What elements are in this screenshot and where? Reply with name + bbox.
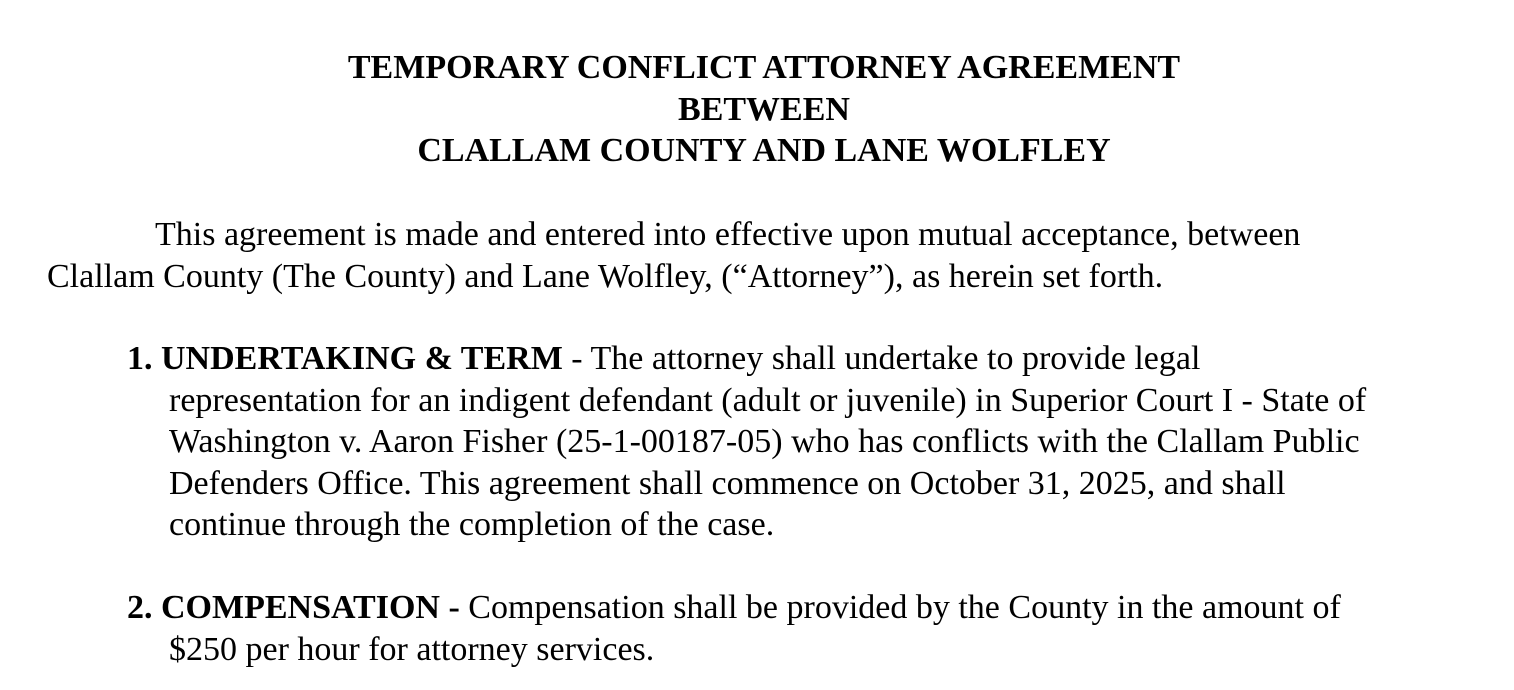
section-heading: 2. COMPENSATION - (127, 589, 460, 626)
intro-line-1: This agreement is made and entered into effective upon mutual acceptance, between (155, 216, 1301, 253)
section-line: $250 per hour for attorney services. (169, 630, 655, 668)
section-text: Compensation shall be provided by the County in the amount of (459, 589, 1341, 626)
section-undertaking-term (127, 338, 1507, 546)
section-line: continue through the completion of the case. (169, 506, 775, 543)
title-line-3: CLALLAM COUNTY AND LANE WOLFLEY (417, 132, 1111, 169)
section-line: Defenders Office. This agreement shall commence on October 31, 2025, and shall (169, 464, 1286, 502)
section-text: - The attorney shall undertake to provide legal (562, 340, 1201, 377)
intro-paragraph (47, 214, 1487, 297)
section-heading: 1. UNDERTAKING & TERM (127, 340, 563, 377)
section-compensation (127, 587, 1507, 670)
section-first-line (127, 338, 1507, 380)
title-line-2: BETWEEN (678, 90, 850, 128)
section-first-line (127, 587, 1507, 629)
section-line: Washington v. Aaron Fisher (25-1-00187-05) who has conflicts with the Clallam Public (169, 423, 1360, 460)
section-line: representation for an indigent defendant (adult or juvenile) in Superior Court I - State of (169, 381, 1367, 419)
intro-line-2: Clallam County (The County) and Lane Wolfley, (“Attorney”), as herein set forth. (47, 257, 1164, 295)
title-line-1: TEMPORARY CONFLICT ATTORNEY AGREEMENT (347, 49, 1181, 86)
agreement-title (0, 47, 1514, 172)
